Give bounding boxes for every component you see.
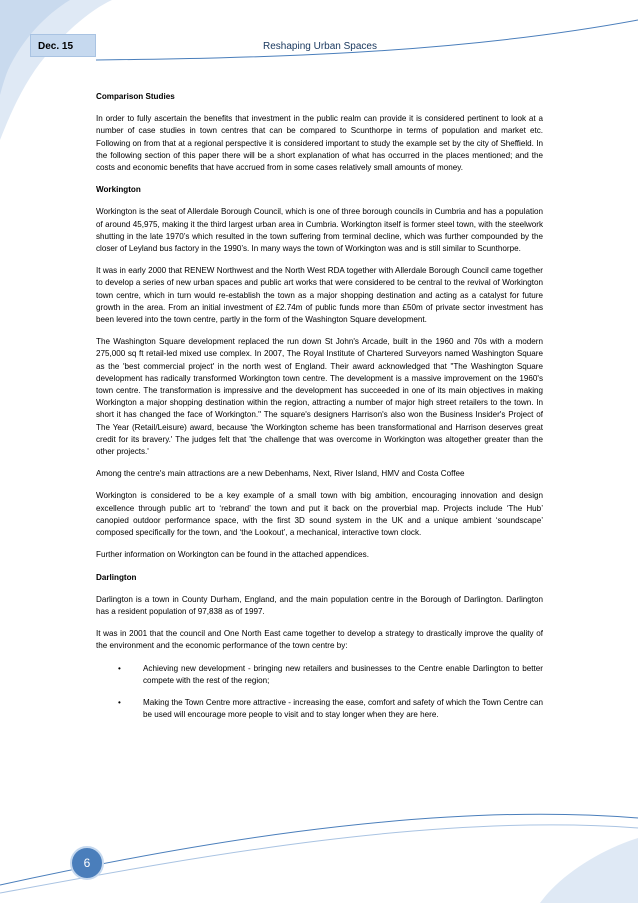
paragraph: Workington is the seat of Allerdale Borough Council, which is one of three borough councils in Cumbria and has a population of around 45,975, making it the third largest urban area in Cumbria. Workington itself is former steel town, with the steelwork shutting in the late 1970’s which resulted in the town suffering from terminal decline, which was further compounded by the closer of Leyland bus factory in the 1990’s. In many ways the town of Workington was and is still similar to Scunthorpe. [96,207,543,254]
heading-comparison-studies: Comparison Studies [96,92,175,101]
paragraph: The Washington Square development replaced the run down St John's Arcade, built in the 1960 and 70s with a modern 275,000 sq ft retail-led mixed use complex. In 2007, The Royal Institute of Chartered Surveyors named Washington Square as the 'best commercial project' in the north west of England. Their award acknowledged that "The Washington Square development has radically transformed Workington town centre. The development is a massive improvement on the 1960's town centre. The transformation is impressive and the development has succeeded in one of its main objectives in making Workington a major shopping destination within the region, attracting a number of major high street retailers to the town. In short it has changed the face of Workington." The square's designers Harrison's also won the Business Insider's Project of The Year (Retail/Leisure) award, because 'the Workington scheme has been transformational and Harrison deserves great credit for its bravery.' The judges felt that 'the challenge that was overcome in Workington was altogether greater than the other projects.' [96,337,543,457]
header-date: Dec. 15 [30,34,96,57]
paragraph: In order to fully ascertain the benefits that investment in the public realm can provide it is considered pertinent to look at a number of case studies in town centres that can be compared to Scunthorpe in terms of population and market etc. Following on from that at a regional perspective it is considered important to study the example set by the city of Sheffield. In the following section of this paper there will be a short explanation of what has occurred in the places mentioned; and the costs and economic benefits that have accrued from in some cases relatively small amounts of money. [96,114,543,173]
header-title: Reshaping Urban Spaces [263,41,377,52]
list-item-text: Achieving new development - bringing new retailers and businesses to the Centre enable Darlington to better compete with the rest of the region; [143,663,543,685]
page-number: 6 [70,846,104,880]
paragraph: Among the centre's main attractions are a new Debenhams, Next, River Island, HMV and Costa Coffee [96,469,465,479]
header-curve [96,20,638,60]
bottom-right-swoosh [540,838,638,903]
page-content [96,91,543,721]
paragraph: It was in early 2000 that RENEW Northwest and the North West RDA together with Allerdale Borough Council came together to develop a series of new urban spaces and public art works that were considered to be central to the revival of Workington town centre, which in turn would re-establish the town as a major shopping destination and acting as a catalyst for future growth in the area. From an initial investment of £2.74m of public funds more than £50m of private sector investment has been levered into the town centre, partly in the form of the Washington Square development. [96,266,543,325]
paragraph: It was in 2001 that the council and One North East came together to develop a strategy to drastically improve the quality of the environment and the economic performance of the town centre by: [96,629,543,651]
heading-workington: Workington [96,185,141,195]
list-item-text: Making the Town Centre more attractive - increasing the ease, comfort and safety of which the Town Centre can be used will encourage more people to visit and to stay longer when they are here. [143,697,543,720]
paragraph: Darlington is a town in County Durham, England, and the main population centre in the Borough of Darlington. Darlington has a resident population of 97,838 as of 1997. [96,594,543,616]
bullet-icon: • [118,697,121,707]
bullet-icon: • [118,663,121,673]
paragraph: Further information on Workington can be found in the attached appendices. [96,550,369,560]
paragraph: Workington is considered to be a key example of a small town with big ambition, encouraging innovation and design excellence through public art to ‘rebrand’ the town and put it back on the proverbial map. Projects include ‘The Hub’ canopied outdoor performance space, with the first 3D sound system in the UK and a unique ambient ‘soundscape’ composed specifically for the town, and ‘the Lookout’, a mechanical, interactive town clock. [96,491,543,538]
bullet-list [96,663,543,722]
list-item [118,697,543,721]
list-item [118,663,543,687]
heading-darlington: Darlington [96,572,137,582]
